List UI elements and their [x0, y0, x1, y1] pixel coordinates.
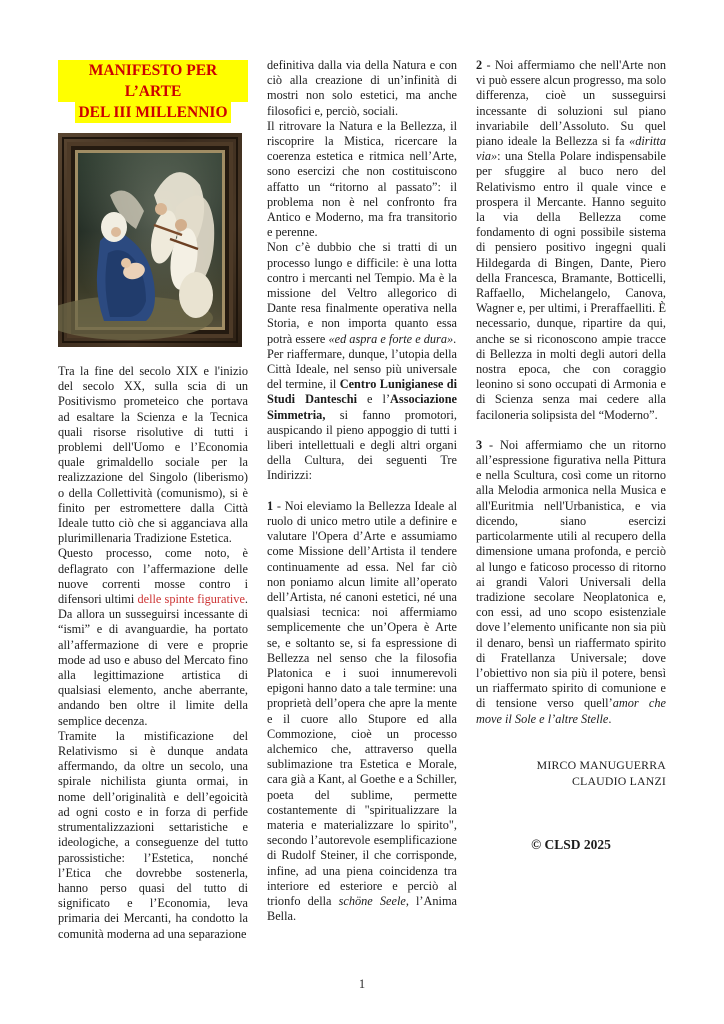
text-run: 1 — [267, 498, 274, 513]
text-run: - Noi affermiamo che un ritorno all’espressione figurativa nella Pittura e nella Scultura, così come un ritorno alla Melodia armonica nella Musica e all'Euritmia nell'Urbanistica, e via dicendo, siano esercizi particolarmente utili al recupero della dimensione umana profonda, e perciò al lungo e faticoso processo di ritorno ai grandi Valori Universali della tradizione secolare Neoplatonica e, con essi, ad uno scopo esistenziale dove l’elemento unificante non sia più il denaro, bensì un riaffermato spirito di Fratellanza Universale; dove l’obiettivo non sia più il potere, bensì un riaffermato spirito di comunione e di tensione verso quell’ — [476, 437, 666, 711]
paragraph — [58, 729, 248, 942]
text-run: e l’ — [357, 392, 391, 407]
column-3 — [476, 58, 666, 942]
paragraph — [267, 347, 457, 484]
text-run: , l’Anima Bella. — [267, 893, 457, 924]
page-title — [58, 60, 248, 123]
page-number: 1 — [358, 977, 366, 991]
painting-image — [58, 133, 242, 347]
text-run: amor che move il Sole e l’altre Stelle — [476, 696, 666, 726]
paragraph — [267, 119, 457, 241]
text-run: Tra la fine del secolo XIX e l'inizio del secolo XX, sulla scia di un Positivismo prometeico che portava ad esaltare la Scienza e la Tecnica quali risorse risolutive di tutti i problemi dell'Uomo e l’Economia quale grimaldello sociale per la realizzazione del Singolo (liberismo) o della Collettività (comunismo), si è finito per estromettere dalla Città Ideale tutto ciò che si agganciava alla plurimillenaria Tradizione Estetica. — [58, 364, 248, 546]
paragraph — [267, 499, 457, 925]
paragraph — [267, 58, 457, 119]
text-run: 2 — [476, 58, 483, 72]
text-run: Il ritrovare la Natura e la Bellezza, il riscoprire la Mistica, ricercare la coerenza estetica e ritmica nell’Arte, sono esercizi che non costituiscono affatto un “ritorno al passato”: il problema non è nel confronto fra Antico e Moderno, ma fra transitorio e perenne. — [267, 118, 457, 240]
signature-line-2: CLAUDIO LANZI — [571, 773, 666, 788]
text-run: Tramite la mistificazione del Relativismo si è dunque andata affermando, da oltre un secolo, una spirale nichilista giunta ormai, in nome dell’originalità e dell’egoicità ad ogni costo e in forza di perfide strumentalizzazioni settaristiche e ideologiche, a conseguenze del tutto parossistiche: l’Estetica, nonché l’Etica che dovrebbe sostenerla, hanno perso quasi del tutto di significato e l’Economia, leva primaria dei Mercanti, ha condotto la comunità moderna ad una separazione — [58, 728, 248, 941]
text-run: . Da allora un susseguirsi incessante di “ismi” e di avanguardie, ha portato all’affermazione di vere e proprie mode ad uso e abuso del Mercato fino alla legittimazione artistica di qualsiasi elemento, anche aberrante, andando ben oltre il limite della semplice decenza. — [58, 592, 248, 728]
framed-painting-madonna-with-angels — [58, 133, 242, 347]
text-run: si fanno promotori, auspicando il pieno appoggio di tutti i liberi intellettuali e degli altri organi della Cultura, dei seguenti Tre Indirizzi: — [267, 407, 457, 483]
paragraph — [267, 240, 457, 346]
paragraph — [58, 546, 248, 728]
paragraph — [476, 58, 666, 423]
text-run: «diritta via» — [476, 134, 666, 164]
text-run: - Noi affermiamo che nell'Arte non vi può essere alcun progresso, ma solo differenza, cioè un susseguirsi incessante di soluzioni sul piano invariabile dell’Assoluto. Su quel piano ideale la Bellezza si fa — [476, 58, 666, 149]
paragraph — [58, 364, 248, 546]
text-run: 3 — [476, 437, 483, 452]
text-run: Centro Lunigianese di Studi Danteschi — [267, 377, 457, 407]
column-1-text — [58, 364, 248, 942]
text-run: - Noi eleviamo la Bellezza Ideale al ruolo di unico metro utile a definire e valutare l'Opera d’Arte e assumiamo come Missione dell’Artista il tendere continuamente ad essa. Nel far ciò non poniamo alcun limite all’operato dell’Artista, né canoni estetici, né una qualsiasi tecnica: noi affermiamo semplicemente che un’Opera è Arte se, e soltanto se, si fa espressione di Bellezza nel senso che la filosofia Platonica e i suoi innumerevoli epigoni hanno dato a tale termine: una proprietà dell’opera che apre la mente e il cuore allo Stupore ed alla Commozione, cioè un processo alchemico che, attraverso quella sublimazione tra Estetica e Morale, cara già a Kant, al Goethe e a Schiller, poeta del sublime, permette costantemente di "spiritualizzare la materia e materializzare lo spirito", secondo l’autorevole esemplificazione di Rudolf Steiner, il che corrisponde, infine, ad una piena coincidenza tra interiore ed esteriore e perciò al trionfo della — [267, 498, 457, 908]
signature-line-1: MIRCO MANUGUERRA — [536, 757, 666, 772]
column-2-text — [267, 58, 457, 924]
text-run: Non c’è dubbio che si tratti di un processo lungo e difficile: è una lotta contro i mercanti nel Tempio. Ma è la missione del Veltro allegorico di Dante resa finalmente operativa nella Storia, e non importa quanto essa potrà essere — [267, 240, 457, 346]
column-1 — [58, 58, 248, 942]
text-run: definitiva dalla via della Natura e con ciò alla creazione di un’infinità di mostri non solo estetici, ma anche filosofici e, perciò, sociali. — [267, 58, 457, 118]
page-content — [58, 58, 666, 942]
text-run: Associazione Simmetria, — [267, 392, 457, 422]
text-run: Per riaffermare, dunque, l’utopia della Città Ideale, nel senso più universale del termine, il — [267, 346, 457, 392]
text-run: schöne Seele — [338, 893, 406, 908]
text-run: . — [608, 711, 612, 726]
text-run: . — [453, 331, 457, 346]
text-run: : una Stella Polare indispensabile per sfuggire al buco nero del Relativismo entro il quale vince e prospera il Mercante. Hanno seguito la via della Bellezza come fondamento di ogni possibile sistema di pensiero positivo ingegni quali Hildegarda di Bingen, Dante, Piero della Francesca, Bramante, Botticelli, Raffaello, Michelangelo, Canova, Wagner e, per ultimi, i Preraffaelliti. È necessario, dunque, ripartire da qui, anche se si riconoscono ampie tracce di Bellezza in molti degli autori della nostra epoca, che con coraggio leonino si sono occupati di Armonia e di Scienza senza mai cedere alla faciloneria solipsista del “Moderno”. — [476, 149, 666, 422]
column-3-text — [476, 58, 666, 727]
copyright-notice: © CLSD 2025 — [531, 836, 611, 852]
text-run: «ed aspra e forte e dura» — [328, 331, 454, 346]
signatures — [476, 757, 666, 789]
text-run: Questo processo, come noto, è deflagrato con l’affermazione delle nuove correnti mosse contro i difensori ultimi — [58, 546, 248, 607]
paragraph — [476, 438, 666, 727]
title-line-2: DEL III MILLENNIO — [75, 102, 230, 123]
title-line-1: MANIFESTO PER L’ARTE — [58, 60, 248, 102]
highlighted-red-text: delle spinte figurative — [137, 592, 245, 607]
column-2 — [267, 58, 457, 942]
